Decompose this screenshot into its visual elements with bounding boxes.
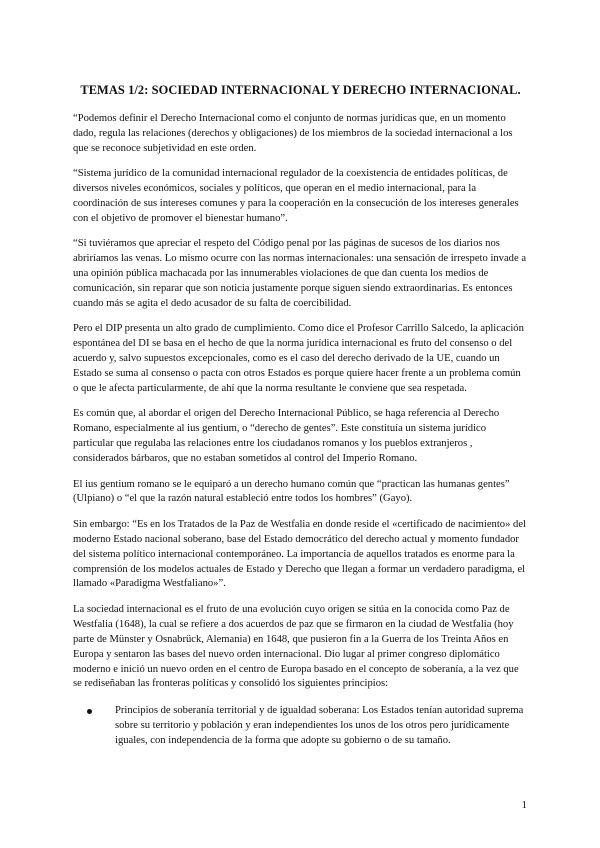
paragraph-3: “Si tuviéramos que apreciar el respeto del Código penal por las páginas de sucesos de los diarios nos abriríamos las venas. Lo mismo ocurre con las normas internacionales: una sensación de irrespeto invade a una opinión pública machacada por las innumerables violaciones de que dan cuenta los medios de comunicación, sin reparar que son noticia justamente porque siguen siendo extraordinarias. Es entonces cuando más se agita el dedo acusador de su falta de coercibilidad. <box>73 238 527 309</box>
list-item-text: Principios de soberanía territorial y de igualdad soberana: Los Estados tenían autoridad suprema sobre su territorio y población y eran independientes los unos de los otros pero jurídicamente iguales, con independencia de la forma que adopte su gobierno o de su tamaño. <box>115 705 524 747</box>
page-number: 1 <box>521 799 527 811</box>
document-title: TEMAS 1/2: SOCIEDAD INTERNACIONAL Y DERECHO INTERNACIONAL. <box>80 83 521 97</box>
paragraph-4: Pero el DIP presenta un alto grado de cumplimiento. Como dice el Profesor Carrillo Salcedo, la aplicación espontánea del DI se basa en el hecho de que la norma jurídica internacional es fruto del consenso o del acuerdo y, salvo supuestos excepcionales, como es el caso del derecho derivado de la UE, cuando un Estado se suma al consenso o pacta con otros Estados es porque quiere hacer frente a un problema común o que le afecta particularmente, de ahí que la norma resultante le conviene que sea respetada. <box>73 323 524 394</box>
paragraph-7: Sin embargo: “Es en los Tratados de la Paz de Westfalia en donde reside el «certificado de nacimiento» del moderno Estado nacional soberano, base del Estado democrático del derecho actual y momento fundador del sistema político internacional contemporáneo. La importancia de aquellos tratados es enorme para la comprensión de los modelos actuales de Estado y Derecho que llegan a formar un verdadero paradigma, el llamado «Paradigma Westfaliano»”. <box>73 518 526 590</box>
paragraph-5: Es común que, al abordar el origen del Derecho Internacional Público, se haga referencia al Derecho Romano, especialmente al ius gentium, o “derecho de gentes”. Este constituía un sistema jurídico particular que regulaba las relaciones entre los ciudadanos romanos y los pueblos extranjeros , considerados bárbaros, que no estaban sometidos al control del Imperio Romano. <box>73 408 500 465</box>
paragraph-6: El ius gentium romano se le equiparó a un derecho humano común que “practican las humanas gentes” (Ulpiano) o “el que la razón natural estableció entre todos los hombres” (Gayo). <box>73 478 510 505</box>
paragraph-8: La sociedad internacional es el fruto de una evolución cuyo origen se sitúa en la conocida como Paz de Westfalia (1648), la cual se refiere a dos acuerdos de paz que se firmaron en la ciudad de Westfalia (hoy parte de Münster y Osnabrück, Alemania) en 1648, que pusieron fin a la Guerra de los Treinta Años en Europa y sentaron las bases del nuevo orden internacional. Dio lugar al primer congreso diplomático moderno e inició un nuevo orden en el centro de Europa basado en el concepto de soberanía, a la vez que se rediseñaban las fronteras políticas y consolidó los siguientes principios: <box>73 603 519 690</box>
paragraph-2: “Sistema jurídico de la comunidad internacional regulador de la coexistencia de entidades políticas, de diversos niveles económicos, sociales y políticos, que operan en el medio internacional, para la coordinación de sus intereses comunes y para la cooperación en la consecución de los intereses generales con el objetivo de promover el bienestar humano”. <box>73 168 519 224</box>
bullet-icon <box>87 709 92 714</box>
list-item <box>87 704 528 749</box>
paragraph-1: “Podemos definir el Derecho Internacional como el conjunto de normas jurídicas que, en un momento dado, regula las relaciones (derechos y obligaciones) de los miembros de la sociedad internacional a los que se reconoce subjetividad en este orden. <box>73 113 513 154</box>
principles-list <box>73 704 528 749</box>
page-content <box>73 83 528 749</box>
